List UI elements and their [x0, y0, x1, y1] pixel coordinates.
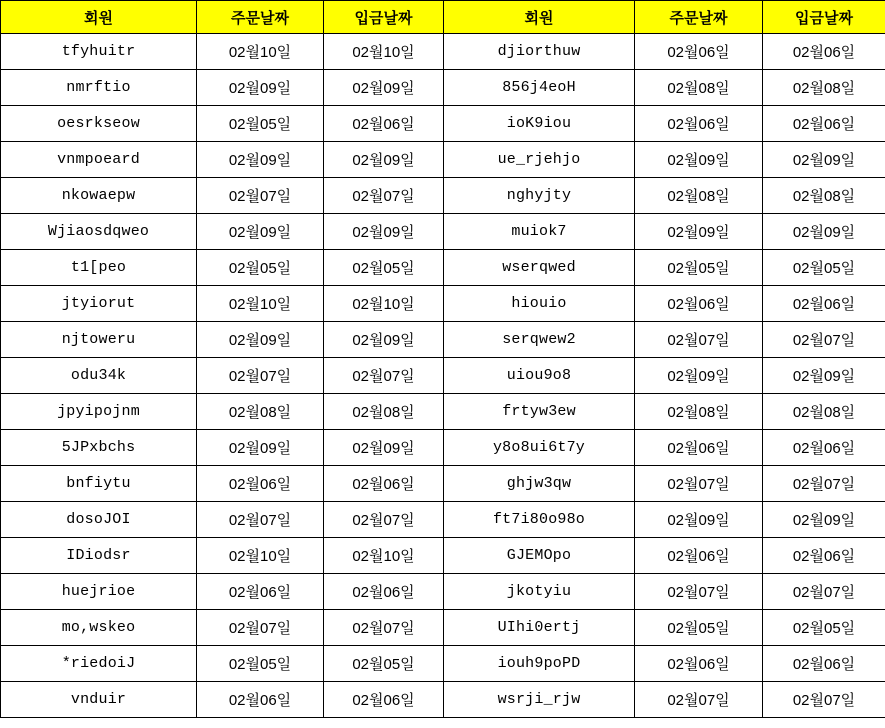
cell-member-name: ue_rjehjo: [444, 142, 635, 178]
table-row: [1, 466, 885, 502]
cell-payment-date: 02월09일: [763, 358, 885, 394]
cell-payment-date: 02월06일: [763, 34, 885, 70]
cell-payment-date: 02월07일: [324, 502, 444, 538]
cell-order-date: 02월05일: [635, 250, 763, 286]
cell-order-date: 02월05일: [197, 646, 324, 682]
cell-member-name: vnmpoeard: [1, 142, 197, 178]
cell-payment-date: 02월10일: [324, 34, 444, 70]
table-row: [1, 646, 885, 682]
table-row: [1, 142, 885, 178]
cell-payment-date: 02월09일: [324, 142, 444, 178]
cell-payment-date: 02월06일: [763, 106, 885, 142]
cell-order-date: 02월09일: [197, 70, 324, 106]
cell-payment-date: 02월07일: [763, 574, 885, 610]
column-header-order-date-2: 주문날짜: [635, 1, 763, 34]
cell-payment-date: 02월09일: [324, 430, 444, 466]
table-row: [1, 250, 885, 286]
cell-order-date: 02월06일: [635, 106, 763, 142]
cell-member-name: odu34k: [1, 358, 197, 394]
cell-order-date: 02월07일: [197, 178, 324, 214]
table-row: [1, 682, 885, 718]
cell-member-name: jtyiorut: [1, 286, 197, 322]
cell-order-date: 02월08일: [635, 70, 763, 106]
cell-order-date: 02월07일: [635, 322, 763, 358]
cell-order-date: 02월06일: [635, 286, 763, 322]
cell-member-name: ghjw3qw: [444, 466, 635, 502]
column-header-payment-date-1: 입금날짜: [324, 1, 444, 34]
cell-member-name: frtyw3ew: [444, 394, 635, 430]
cell-member-name: jkotyiu: [444, 574, 635, 610]
cell-order-date: 02월07일: [635, 466, 763, 502]
column-header-payment-date-2: 입금날짜: [763, 1, 885, 34]
cell-member-name: jpyipojnm: [1, 394, 197, 430]
cell-member-name: oesrkseow: [1, 106, 197, 142]
cell-order-date: 02월05일: [197, 106, 324, 142]
cell-member-name: dosoJOI: [1, 502, 197, 538]
cell-member-name: huejrioe: [1, 574, 197, 610]
cell-member-name: vnduir: [1, 682, 197, 718]
cell-order-date: 02월07일: [197, 358, 324, 394]
cell-order-date: 02월07일: [197, 502, 324, 538]
cell-order-date: 02월08일: [635, 394, 763, 430]
cell-payment-date: 02월09일: [324, 214, 444, 250]
table-row: [1, 178, 885, 214]
cell-payment-date: 02월08일: [324, 394, 444, 430]
cell-member-name: IDiodsr: [1, 538, 197, 574]
cell-member-name: ioK9iou: [444, 106, 635, 142]
cell-member-name: *riedoiJ: [1, 646, 197, 682]
cell-payment-date: 02월08일: [763, 178, 885, 214]
cell-payment-date: 02월07일: [324, 178, 444, 214]
column-header-order-date-1: 주문날짜: [197, 1, 324, 34]
cell-payment-date: 02월09일: [763, 502, 885, 538]
cell-member-name: 5JPxbchs: [1, 430, 197, 466]
cell-member-name: nmrftio: [1, 70, 197, 106]
table-row: [1, 574, 885, 610]
cell-order-date: 02월09일: [197, 430, 324, 466]
cell-order-date: 02월10일: [197, 34, 324, 70]
table-row: [1, 430, 885, 466]
cell-payment-date: 02월06일: [324, 106, 444, 142]
cell-member-name: nkowaepw: [1, 178, 197, 214]
cell-payment-date: 02월07일: [763, 322, 885, 358]
cell-payment-date: 02월06일: [324, 682, 444, 718]
cell-payment-date: 02월06일: [763, 286, 885, 322]
cell-order-date: 02월09일: [635, 358, 763, 394]
cell-member-name: GJEMOpo: [444, 538, 635, 574]
cell-order-date: 02월06일: [635, 538, 763, 574]
cell-member-name: hiouio: [444, 286, 635, 322]
cell-member-name: njtoweru: [1, 322, 197, 358]
cell-member-name: t1[peo: [1, 250, 197, 286]
table-row: [1, 322, 885, 358]
cell-payment-date: 02월06일: [324, 466, 444, 502]
cell-payment-date: 02월10일: [324, 286, 444, 322]
cell-member-name: y8o8ui6t7y: [444, 430, 635, 466]
cell-payment-date: 02월09일: [763, 142, 885, 178]
cell-order-date: 02월09일: [197, 142, 324, 178]
table-row: [1, 286, 885, 322]
cell-member-name: serqwew2: [444, 322, 635, 358]
cell-order-date: 02월07일: [197, 610, 324, 646]
column-header-member-1: 회원: [1, 1, 197, 34]
table-row: [1, 358, 885, 394]
cell-payment-date: 02월05일: [763, 610, 885, 646]
table-header: [1, 1, 885, 34]
cell-order-date: 02월10일: [197, 538, 324, 574]
cell-order-date: 02월07일: [635, 574, 763, 610]
cell-member-name: UIhi0ertj: [444, 610, 635, 646]
cell-order-date: 02월09일: [197, 322, 324, 358]
cell-order-date: 02월09일: [635, 502, 763, 538]
cell-payment-date: 02월07일: [763, 682, 885, 718]
cell-order-date: 02월09일: [635, 214, 763, 250]
cell-order-date: 02월05일: [197, 250, 324, 286]
cell-order-date: 02월07일: [635, 682, 763, 718]
cell-member-name: wserqwed: [444, 250, 635, 286]
table-row: [1, 214, 885, 250]
column-header-member-2: 회원: [444, 1, 635, 34]
table-row: [1, 610, 885, 646]
cell-order-date: 02월06일: [197, 574, 324, 610]
cell-payment-date: 02월05일: [324, 646, 444, 682]
cell-payment-date: 02월07일: [324, 610, 444, 646]
cell-payment-date: 02월09일: [324, 70, 444, 106]
cell-payment-date: 02월08일: [763, 394, 885, 430]
cell-member-name: djiorthuw: [444, 34, 635, 70]
table-row: [1, 70, 885, 106]
cell-order-date: 02월08일: [635, 178, 763, 214]
table-row: [1, 538, 885, 574]
header-row: [1, 1, 885, 34]
cell-payment-date: 02월06일: [763, 538, 885, 574]
cell-order-date: 02월06일: [197, 682, 324, 718]
cell-payment-date: 02월05일: [763, 250, 885, 286]
cell-member-name: 856j4eoH: [444, 70, 635, 106]
cell-member-name: tfyhuitr: [1, 34, 197, 70]
cell-member-name: Wjiaosdqweo: [1, 214, 197, 250]
cell-order-date: 02월06일: [635, 34, 763, 70]
cell-payment-date: 02월06일: [763, 430, 885, 466]
table-row: [1, 502, 885, 538]
cell-payment-date: 02월10일: [324, 538, 444, 574]
cell-payment-date: 02월09일: [324, 322, 444, 358]
table-row: [1, 34, 885, 70]
table-row: [1, 106, 885, 142]
cell-payment-date: 02월07일: [763, 466, 885, 502]
cell-payment-date: 02월07일: [324, 358, 444, 394]
cell-order-date: 02월09일: [635, 142, 763, 178]
cell-member-name: ft7i80o98o: [444, 502, 635, 538]
cell-member-name: mo,wskeo: [1, 610, 197, 646]
cell-payment-date: 02월09일: [763, 214, 885, 250]
cell-payment-date: 02월06일: [324, 574, 444, 610]
cell-member-name: nghyjty: [444, 178, 635, 214]
cell-order-date: 02월08일: [197, 394, 324, 430]
cell-payment-date: 02월05일: [324, 250, 444, 286]
table-body: [1, 34, 885, 718]
cell-order-date: 02월06일: [197, 466, 324, 502]
cell-member-name: bnfiytu: [1, 466, 197, 502]
cell-member-name: muiok7: [444, 214, 635, 250]
cell-order-date: 02월05일: [635, 610, 763, 646]
cell-member-name: uiou9o8: [444, 358, 635, 394]
cell-order-date: 02월06일: [635, 430, 763, 466]
cell-payment-date: 02월08일: [763, 70, 885, 106]
cell-order-date: 02월09일: [197, 214, 324, 250]
cell-member-name: iouh9poPD: [444, 646, 635, 682]
cell-order-date: 02월06일: [635, 646, 763, 682]
cell-payment-date: 02월06일: [763, 646, 885, 682]
cell-order-date: 02월10일: [197, 286, 324, 322]
cell-member-name: wsrji_rjw: [444, 682, 635, 718]
table-row: [1, 394, 885, 430]
